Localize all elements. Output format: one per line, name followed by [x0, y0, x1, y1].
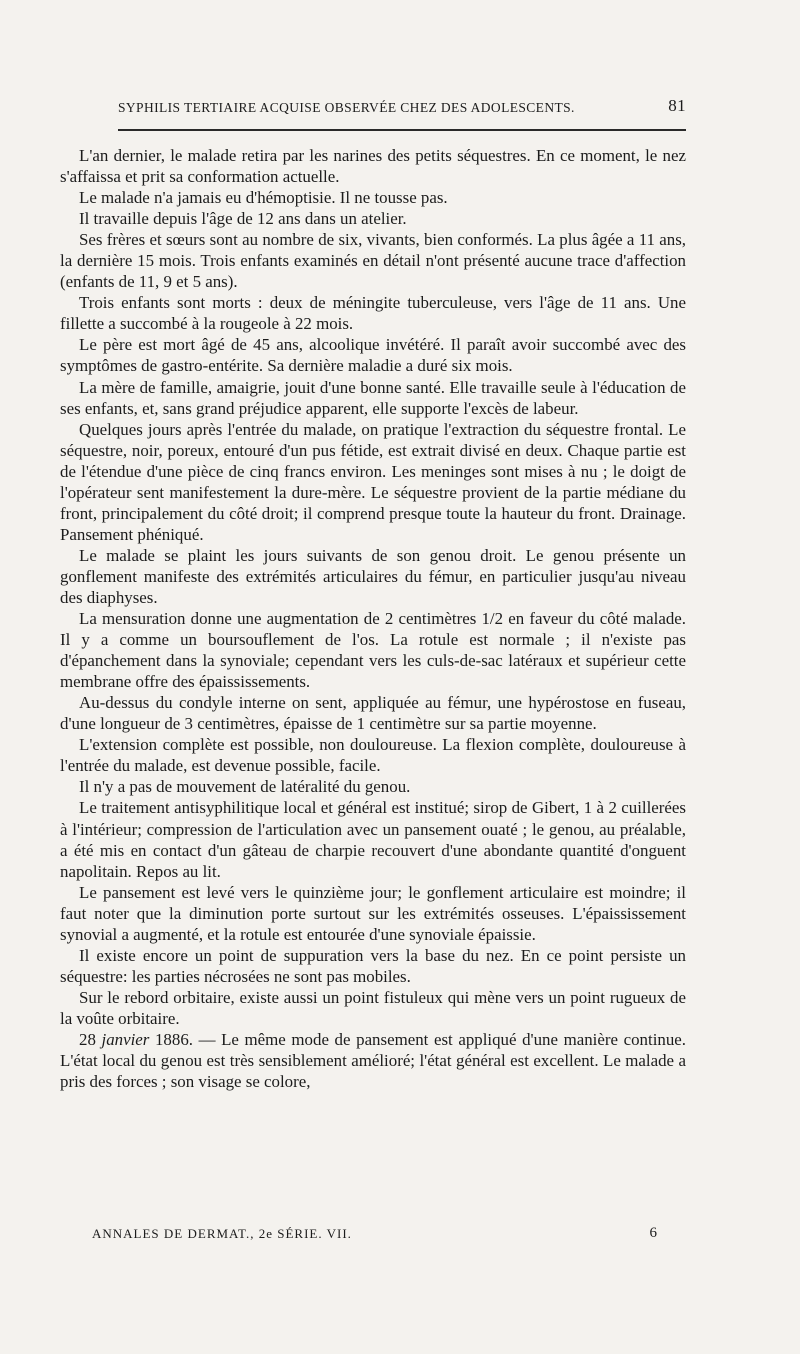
date-day: 28 — [79, 1029, 96, 1049]
paragraph: Quelques jours après l'entrée du malade, on pratique l'extraction du séquestre frontal. Le séquestre, noir, poreux, entouré d'un pus fétide, est extrait divisé en deux. Chaque partie est de l'étendue d'une pièce de cinq francs environ. Les meninges sont mises à nu ; le doigt de l'opérateur sent manifestement la dure-mère. Le séquestre provient de la partie médiane du front, principalement du côté droit; il comprend presque toute la hauteur du front. Drainage. Pansement phéniqué. — [60, 419, 686, 544]
paragraph: Le traitement antisyphilitique local et général est institué; sirop de Gibert, 1 à 2 cuillerées à l'intérieur; compression de l'articulation avec un pansement ouaté ; le genou, au préalable, a été mis en contact d'un gâteau de charpie recouvert d'une abondante quantité d'onguent napolitain. Repos au lit. — [60, 798, 686, 881]
paragraph: L'extension complète est possible, non douloureuse. La flexion complète, douloureuse à l'entrée du malade, est devenue possible, facile. — [60, 735, 686, 776]
body-text — [60, 145, 686, 1092]
paragraph: Le malade se plaint les jours suivants de son genou droit. Le genou présente un gonflement manifeste des extrémités articulaires du fémur, en particulier jusqu'au niveau des diaphyses. — [60, 545, 686, 607]
journal-citation: ANNALES DE DERMAT., 2e SÉRIE. VII. — [92, 1226, 352, 1241]
signature-mark: 6 — [649, 1225, 658, 1241]
paragraph: Trois enfants sont morts : deux de méningite tuberculeuse, vers l'âge de 11 ans. Une fillette a succombé à la rougeole à 22 mois. — [60, 293, 686, 334]
header-rule — [118, 129, 686, 131]
paragraph: La mensuration donne une augmentation de 2 centimètres 1/2 en faveur du côté malade. Il y a comme un boursouflement de l'os. La rotule est normale ; il n'existe pas d'épanchement dans la synoviale; cependant vers les culs-de-sac latéraux et supérieur cette membrane offre des épaississements. — [60, 609, 686, 692]
paragraph: Le malade n'a jamais eu d'hémoptisie. Il ne tousse pas. — [79, 188, 448, 208]
paragraph: L'an dernier, le malade retira par les narines des petits séquestres. En ce moment, le nez s'affaissa et prit sa conformation actuelle. — [60, 146, 686, 187]
paragraph: Il existe encore un point de suppuration vers la base du nez. En ce point persiste un séquestre: les parties nécrosées ne sont pas mobiles. — [60, 945, 686, 986]
paragraph: Le pansement est levé vers le quinzième jour; le gonflement articulaire est moindre; il faut noter que la diminution porte surtout sur les extrémités osseuses. L'épaississement synovial a augmenté, et la rotule est entourée d'une synoviale épaissie. — [60, 882, 686, 944]
paragraph: Au-dessus du condyle interne on sent, appliquée au fémur, une hypérostose en fuseau, d'une longueur de 3 centimètres, épaisse de 1 centimètre sur sa partie moyenne. — [60, 693, 686, 734]
page-footer — [92, 1222, 658, 1244]
paragraph: La mère de famille, amaigrie, jouit d'une bonne santé. Elle travaille seule à l'éducation de ses enfants, et, sans grand préjudice apparent, elle supporte l'excès de labeur. — [60, 377, 686, 418]
paragraph: Le père est mort âgé de 45 ans, alcoolique invétéré. Il paraît avoir succombé avec des symptômes de gastro-entérite. Sa dernière maladie a duré six mois. — [60, 335, 686, 376]
running-title: SYPHILIS TERTIAIRE ACQUISE OBSERVÉE CHEZ DES ADOLESCENTS. — [118, 100, 575, 115]
running-head — [112, 96, 686, 118]
paragraph: Ses frères et sœurs sont au nombre de six, vivants, bien conformés. La plus âgée a 11 ans, la dernière 15 mois. Trois enfants examinés en détail n'ont présenté aucune trace d'affection (enfants de 11, 9 et 5 ans). — [60, 230, 686, 292]
page-number: 81 — [668, 96, 686, 115]
date-month: janvier — [101, 1029, 150, 1049]
paragraph: Sur le rebord orbitaire, existe aussi un point fistuleux qui mène vers un point rugueux de la voûte orbitaire. — [60, 987, 686, 1028]
dated-paragraph — [60, 1029, 686, 1092]
date-year: 1886 — [154, 1029, 189, 1049]
paragraph: Il travaille depuis l'âge de 12 ans dans un atelier. — [79, 209, 407, 229]
paragraph: Il n'y a pas de mouvement de latéralité du genou. — [79, 777, 411, 797]
dated-paragraph-text: . — Le même mode de pansement est appliqué d'une manière continue. L'état local du genou est très sensiblement amélioré; l'état général est excellent. Le malade a pris des forces ; son visage se colore, — [60, 1029, 686, 1092]
